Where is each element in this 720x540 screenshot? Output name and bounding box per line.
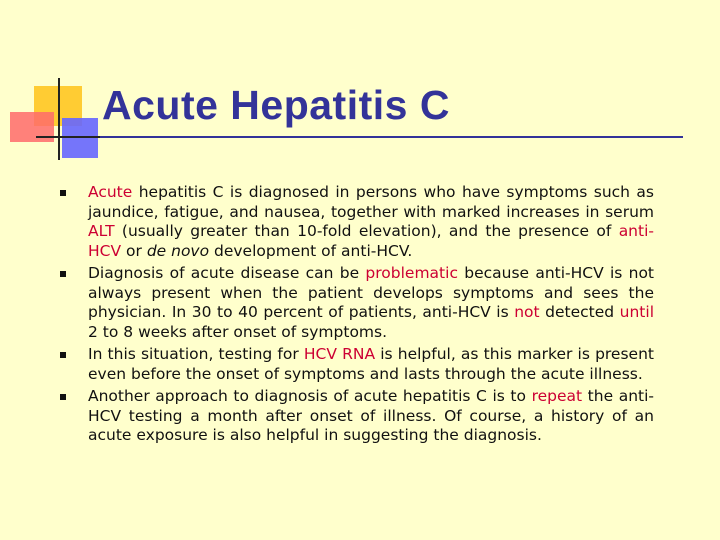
- bullet-text: development of anti-HCV.: [209, 241, 413, 260]
- square-bullet-icon: [60, 352, 66, 358]
- bullet-item: [56, 345, 654, 384]
- italic-term: de novo: [146, 241, 210, 260]
- highlighted-term: not: [514, 303, 540, 321]
- highlighted-term: problematic: [365, 264, 458, 282]
- square-bullet-icon: [60, 271, 66, 277]
- title-underline: [100, 136, 683, 138]
- bullet-item: [56, 264, 654, 342]
- decoration-vertical-line: [58, 78, 60, 160]
- highlighted-term: repeat: [531, 387, 583, 405]
- highlighted-term: Acute: [88, 183, 133, 201]
- bullet-text: because anti-HCV is not always present when the patient develops symptoms and sees the physician. In 30 to 40 percent of patients, anti-HCV is: [88, 264, 655, 321]
- bullet-text: Diagnosis of acute disease can be: [88, 264, 366, 282]
- square-bullet-icon: [60, 190, 66, 196]
- highlighted-term: HCV RNA: [303, 345, 376, 363]
- slide-title: Acute Hepatitis C: [102, 82, 450, 128]
- decoration-horizontal-line: [36, 136, 108, 138]
- bullet-text: is helpful, as this marker is present even before the onset of symptoms and lasts through the acute illness.: [88, 345, 654, 383]
- bullet-text: (usually greater than 10-fold elevation), and the presence of: [114, 222, 619, 240]
- bullet-text: In this situation, testing for: [88, 345, 304, 363]
- highlighted-term: until: [619, 303, 654, 321]
- bullet-text: hepatitis C is diagnosed in persons who have symptoms such as jaundice, fatigue, and nausea, together with marked increases in serum: [88, 183, 654, 221]
- bullet-text: or: [121, 241, 147, 260]
- square-bullet-icon: [60, 394, 66, 400]
- highlighted-term: ALT: [88, 222, 115, 240]
- bullet-text: Another approach to diagnosis of acute hepatitis C is to: [88, 387, 532, 405]
- decoration-blue-square: [62, 118, 98, 158]
- bullet-item: [56, 387, 654, 446]
- bullet-text: the anti-HCV testing a month after onset of illness. Of course, a history of an acute exposure is also helpful in suggesting the diagnosis.: [88, 387, 654, 444]
- bullet-list: [56, 183, 654, 449]
- bullet-text: detected: [539, 303, 620, 321]
- highlighted-term: anti-HCV: [88, 222, 654, 260]
- bullet-text: 2 to 8 weeks after onset of symptoms.: [88, 322, 388, 341]
- bullet-item: [56, 183, 654, 261]
